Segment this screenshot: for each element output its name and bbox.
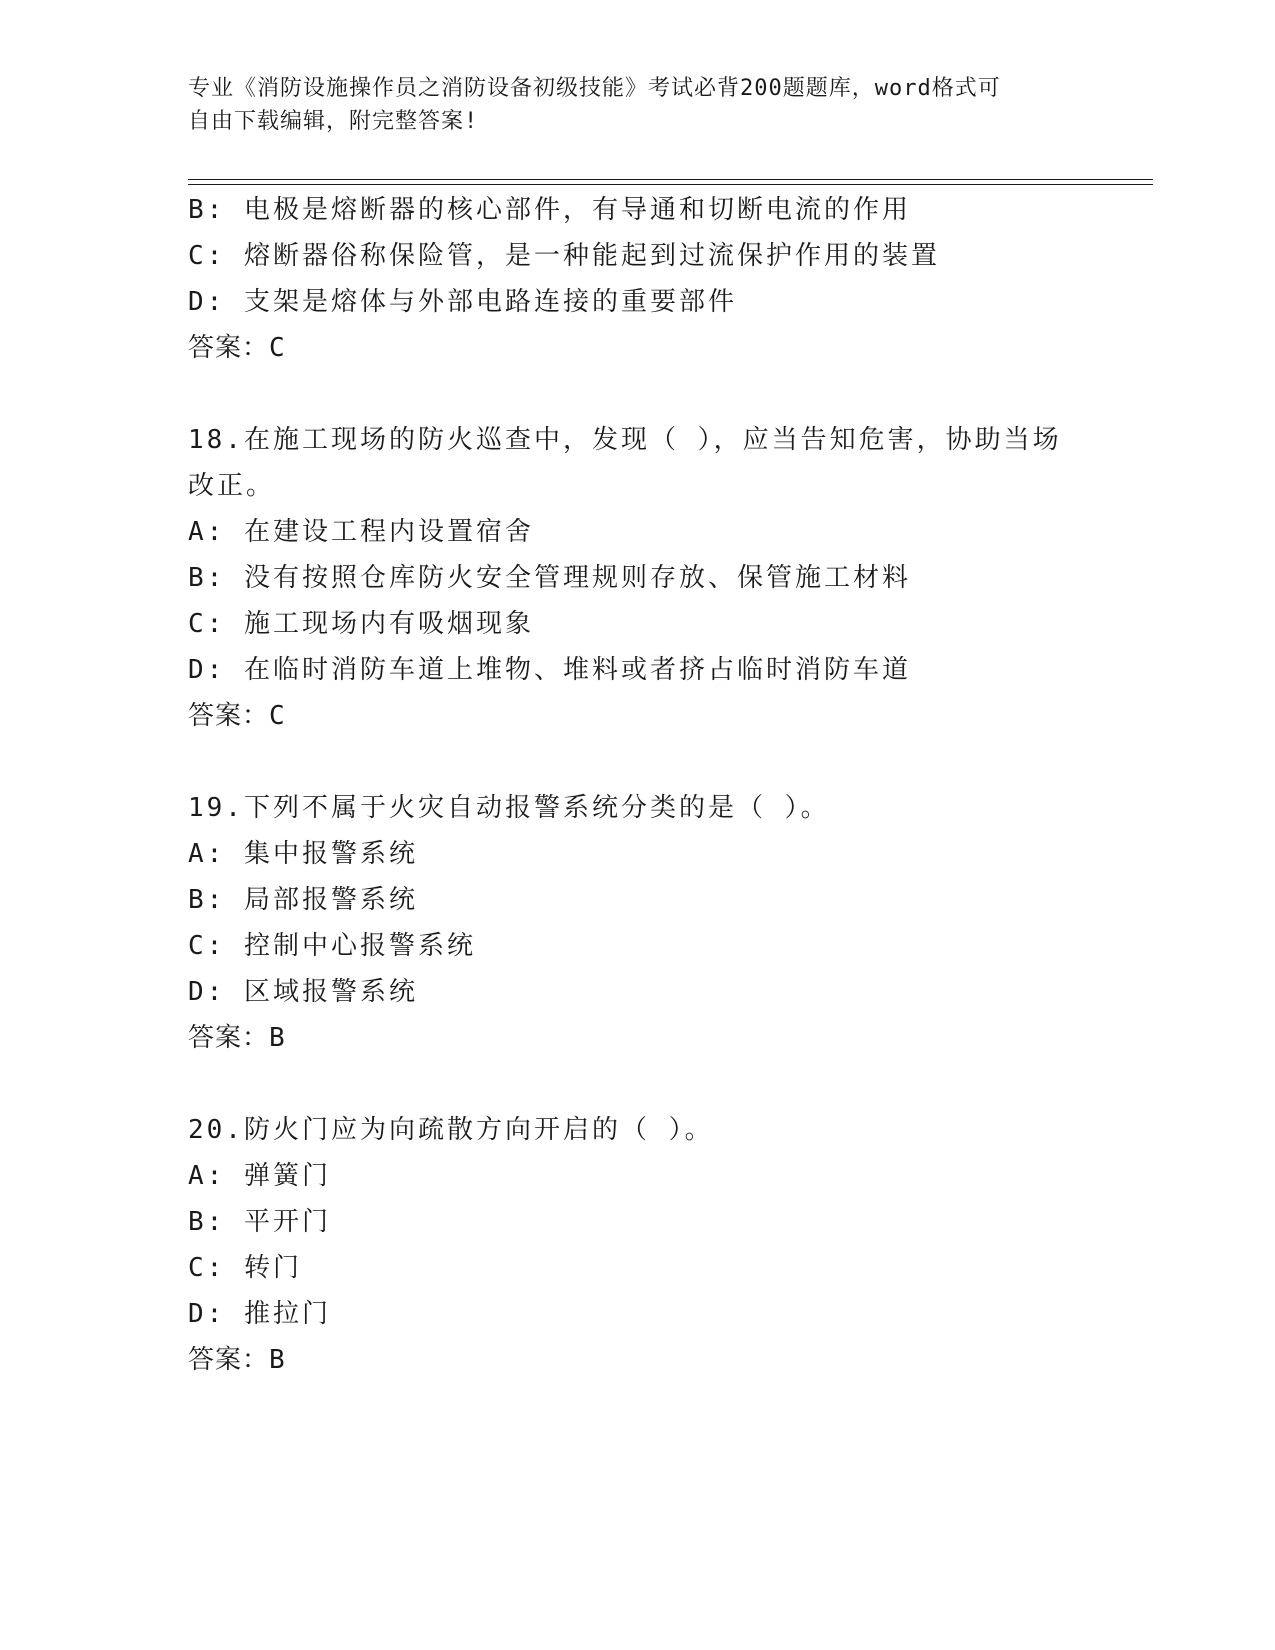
q20-stem: 20.防火门应为向疏散方向开启的（ ）。 bbox=[188, 1115, 714, 1145]
q17-option-c: C: 熔断器俗称保险管，是一种能起到过流保护作用的装置 bbox=[188, 241, 940, 271]
header-line-1: 专业《消防设施操作员之消防设备初级技能》考试必背200题题库，word格式可 bbox=[188, 76, 1001, 101]
spacer bbox=[188, 1061, 1088, 1107]
q18-option-b: B: 没有按照仓库防火安全管理规则存放、保管施工材料 bbox=[188, 563, 911, 593]
q18-stem-line-1: 18.在施工现场的防火巡查中，发现（ ），应当告知危害，协助当场 bbox=[188, 425, 1062, 455]
document-header bbox=[188, 72, 1088, 138]
q20-option-a: A: 弹簧门 bbox=[188, 1161, 331, 1191]
spacer bbox=[188, 371, 1088, 417]
header-line-2: 自由下载编辑，附完整答案! bbox=[188, 109, 479, 134]
question-19 bbox=[188, 785, 1088, 1061]
q20-option-d: D: 推拉门 bbox=[188, 1299, 331, 1329]
header-divider-top bbox=[188, 179, 1153, 180]
q18-option-c: C: 施工现场内有吸烟现象 bbox=[188, 609, 534, 639]
header-divider-bottom bbox=[188, 184, 1153, 185]
question-20 bbox=[188, 1107, 1088, 1383]
q19-answer: 答案：B bbox=[188, 1023, 286, 1053]
q20-option-b: B: 平开门 bbox=[188, 1207, 331, 1237]
question-17 bbox=[188, 187, 1088, 371]
q19-option-c: C: 控制中心报警系统 bbox=[188, 931, 476, 961]
document-body bbox=[188, 187, 1088, 1383]
q19-option-b: B: 局部报警系统 bbox=[188, 885, 418, 915]
q20-option-c: C: 转门 bbox=[188, 1253, 302, 1283]
q18-option-d: D: 在临时消防车道上堆物、堆料或者挤占临时消防车道 bbox=[188, 655, 911, 685]
q18-stem-line-2: 改正。 bbox=[188, 471, 276, 501]
q18-option-a: A: 在建设工程内设置宿舍 bbox=[188, 517, 534, 547]
q18-answer: 答案：C bbox=[188, 701, 286, 731]
question-18 bbox=[188, 417, 1088, 739]
spacer bbox=[188, 739, 1088, 785]
q17-option-d: D: 支架是熔体与外部电路连接的重要部件 bbox=[188, 287, 737, 317]
q17-answer: 答案：C bbox=[188, 333, 286, 363]
q19-stem: 19.下列不属于火灾自动报警系统分类的是（ ）。 bbox=[188, 793, 830, 823]
q19-option-a: A: 集中报警系统 bbox=[188, 839, 418, 869]
q20-answer: 答案：B bbox=[188, 1345, 286, 1375]
q19-option-d: D: 区域报警系统 bbox=[188, 977, 418, 1007]
q17-option-b: B: 电极是熔断器的核心部件，有导通和切断电流的作用 bbox=[188, 195, 911, 225]
